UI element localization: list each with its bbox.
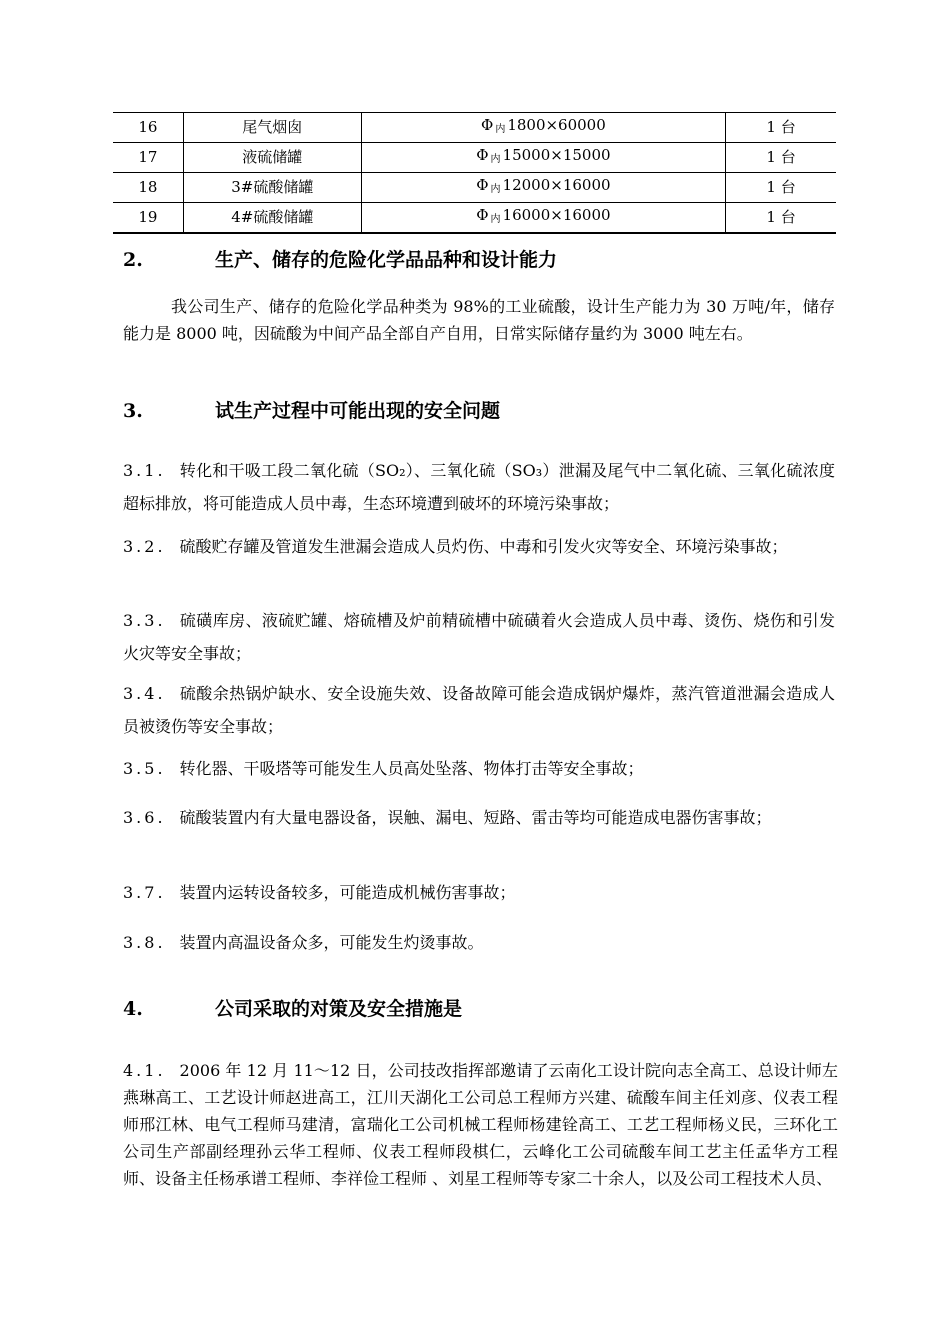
equipment-qty: 1 台	[726, 143, 836, 173]
list-item: 3.7. 装置内运转设备较多，可能造成机械伤害事故；	[123, 883, 516, 902]
list-item: 3.1. 转化和干吸工段二氧化硫（SO₂）、三氧化硫（SO₃）泄漏及尾气中二氧化硫、三氧化硫浓度超标排放，将可能造成人员中毒，生态环境遭到破坏的环境污染事故；	[123, 461, 835, 513]
section-2-heading	[123, 245, 557, 272]
list-item: 3.3. 硫磺库房、液硫贮罐、熔硫槽及炉前精硫槽中硫磺着火会造成人员中毒、烫伤、烧伤和引发火灾等安全事故；	[123, 611, 835, 663]
table-row	[113, 173, 836, 203]
equipment-size: Φ $_内$ 1800×60000	[361, 113, 725, 143]
section-title: 公司采取的对策及安全措施是	[215, 998, 463, 1020]
equipment-table	[113, 112, 836, 234]
table-row	[113, 203, 836, 234]
equipment-name: 液硫储罐	[183, 143, 361, 173]
equipment-size: Φ $_内$ 16000×16000	[361, 203, 725, 234]
section-number: 3.	[123, 400, 143, 422]
equipment-qty: 1 台	[726, 173, 836, 203]
list-item: 3.4. 硫酸余热锅炉缺水、安全设施失效、设备故障可能会造成锅炉爆炸，蒸汽管道泄漏会造成人员被烫伤等安全事故；	[123, 684, 835, 736]
list-item: 3.2. 硫酸贮存罐及管道发生泄漏会造成人员灼伤、中毒和引发火灾等安全、环境污染事故；	[123, 537, 788, 556]
equipment-qty: 1 台	[726, 203, 836, 234]
equipment-qty: 1 台	[726, 113, 836, 143]
equipment-size: Φ $_内$ 12000×16000	[361, 173, 725, 203]
list-item: 3.8. 装置内高温设备众多，可能发生灼烫事故。	[123, 933, 484, 952]
list-item: 3.5. 转化器、干吸塔等可能发生人员高处坠落、物体打击等安全事故；	[123, 759, 644, 778]
row-number: 18	[113, 173, 183, 203]
section-number: 4.	[123, 998, 143, 1020]
equipment-name: 3#硫酸储罐	[183, 173, 361, 203]
section-2-body: 我公司生产、储存的危险化学品种类为 98%的工业硫酸，设计生产能力为 30 万吨/年，储存能力是 8000 吨，因硫酸为中间产品全部自产自用，日常实际储存量约为 3000 吨左右。	[123, 297, 835, 343]
section-title: 试生产过程中可能出现的安全问题	[215, 400, 501, 422]
section-number: 2.	[123, 249, 143, 271]
section-4-heading	[123, 994, 462, 1021]
list-item: 3.6. 硫酸装置内有大量电器设备，误触、漏电、短路、雷击等均可能造成电器伤害事故；	[123, 808, 772, 827]
equipment-name: 尾气烟囱	[183, 113, 361, 143]
table-row	[113, 143, 836, 173]
row-number: 16	[113, 113, 183, 143]
row-number: 17	[113, 143, 183, 173]
section-3-heading	[123, 396, 500, 423]
section-title: 生产、储存的危险化学品品种和设计能力	[215, 249, 558, 271]
row-number: 19	[113, 203, 183, 234]
list-item: 4.1. 2006 年 12 月 11～12 日，公司技改指挥部邀请了云南化工设计院向志全高工、总设计师左燕琳高工、工艺设计师赵进高工，江川天湖化工公司总工程师方兴建、硫酸车间主任刘彦、仪表工程师邢江林、电气工程师马建清，富瑞化工公司机械工程师杨建铨高工、工艺工程师杨义民，三环化工公司生产部副经理孙云华工程师、仪表工程师段棋仁，云峰化工公司硫酸车间工艺主任孟华方工程师、设备主任杨承谱工程师、李祥俭工程师 、刘星工程师等专家二十余人，以及公司工程技术人员、	[123, 1061, 838, 1188]
equipment-size: Φ $_内$ 15000×15000	[361, 143, 725, 173]
equipment-name: 4#硫酸储罐	[183, 203, 361, 234]
table-row	[113, 113, 836, 143]
